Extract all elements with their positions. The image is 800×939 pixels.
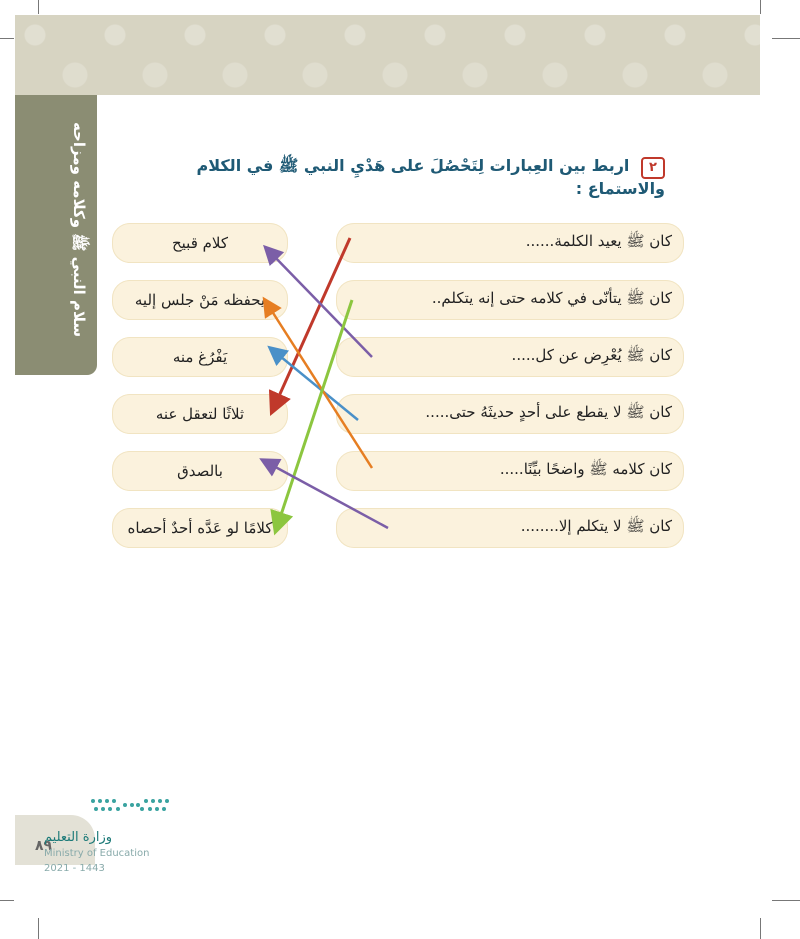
ministry-year: 2021 - 1443: [44, 863, 105, 874]
question-number: ٢: [641, 157, 665, 179]
match-item-right-label: كان ﷺ لا يتكلم إلا........: [520, 517, 672, 535]
match-item-left-label: ثلاثًا لتعقل عنه: [155, 405, 245, 423]
ministry-name-ar: وزارة التعليم: [44, 830, 113, 845]
connector-green: [278, 300, 352, 524]
match-item-left-label: يحفظه مَنْ جلس إليه: [134, 291, 266, 309]
ministry-logo-icon: [88, 796, 178, 818]
match-item-right-label: كان ﷺ لا يقطع على أحدٍ حديثَهُ حتى.....: [425, 403, 672, 421]
match-item-right-label: كان كلامه ﷺ واضحًا بيِّنًا.....: [499, 460, 672, 478]
match-item-right-label: كان ﷺ يتأنّى في كلامه حتى إنه يتكلم..: [431, 289, 672, 307]
match-item-right-label: كان ﷺ يعيد الكلمة......: [525, 232, 672, 250]
chapter-title: سلام النبي ﷺ وكلامه ومزاحه: [70, 122, 88, 338]
match-item-left-label: يَفْرُغ منه: [172, 348, 228, 366]
page-number: ٨٩: [35, 838, 53, 854]
ministry-name-en: Ministry of Education: [44, 848, 150, 859]
match-item-left-label: كلامًا لو عَدَّه أحدٌ أحصاه: [127, 519, 273, 537]
match-item-left-label: بالصدق: [177, 462, 223, 480]
match-item-left-label: كلام قبيح: [171, 234, 229, 252]
match-item-right-label: كان ﷺ يُعْرِض عن كل.....: [511, 346, 672, 364]
question-text: اربط بين العِبارات لِتَحْصُلَ على هَدْيِ النبي ﷺ في الكلام والاستماع :: [196, 156, 665, 198]
connector-purple-1: [270, 252, 372, 357]
